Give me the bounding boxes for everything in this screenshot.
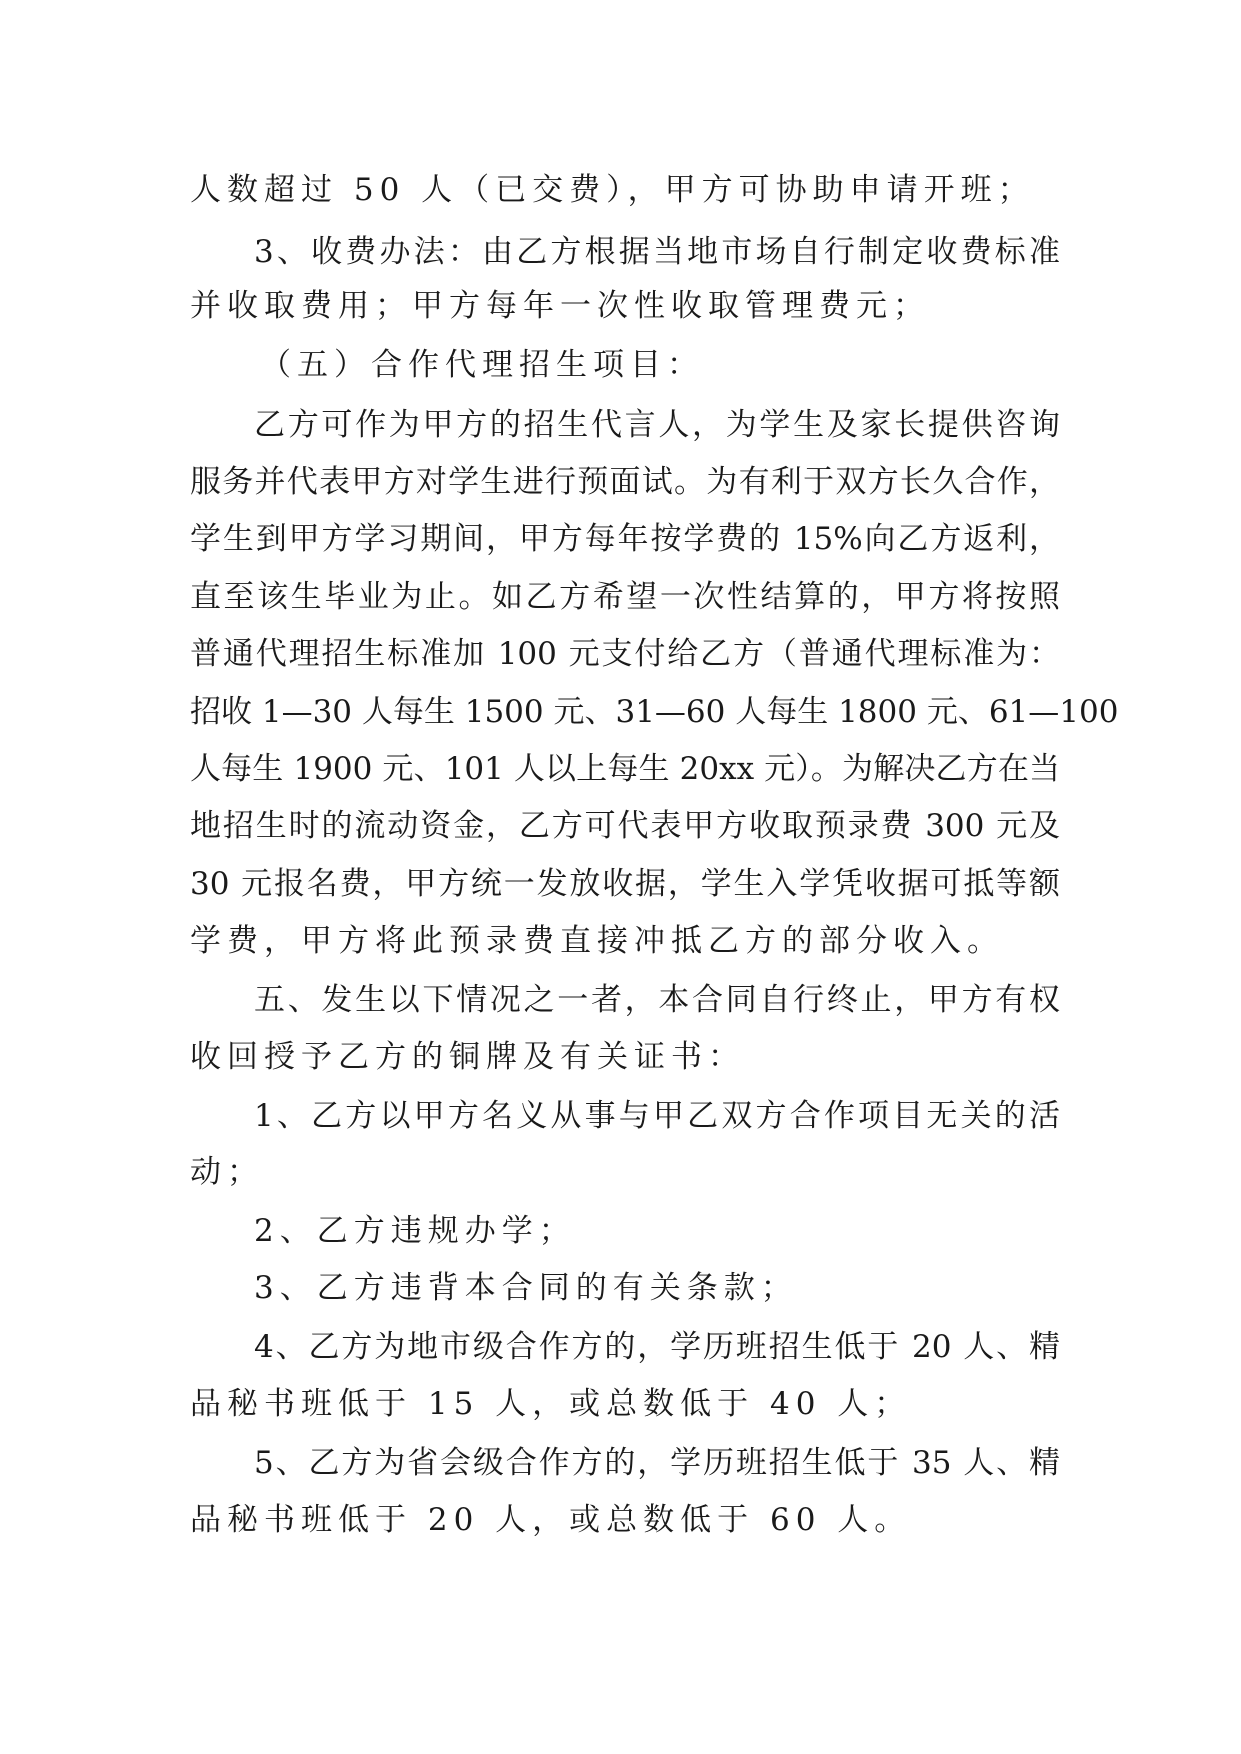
list-item-1-cont: 动； — [190, 1154, 264, 1190]
section-heading-5: （五）合作代理招生项目： — [260, 347, 704, 383]
list-item-3: 3、乙方违背本合同的有关条款； — [254, 1270, 798, 1306]
text-line-8: 直至该生毕业为止。如乙方希望一次性结算的，甲方将按照 — [190, 579, 1060, 615]
clause-5-heading: 五、发生以下情况之一者，本合同自行终止，甲方有权 — [254, 982, 1060, 1018]
text-line-7: 学生到甲方学习期间，甲方每年按学费的 15%向乙方返利， — [190, 521, 1060, 557]
text-line-1: 人数超过 50 人（已交费），甲方可协助申请开班； — [190, 172, 1035, 208]
list-item-5: 5、乙方为省会级合作方的，学历班招生低于 35 人、精 — [254, 1445, 1060, 1481]
text-line-3: 并收取费用；甲方每年一次性收取管理费元； — [190, 288, 930, 324]
list-item-2: 2、乙方违规办学； — [254, 1213, 576, 1249]
text-line-6: 服务并代表甲方对学生进行预面试。为有利于双方长久合作， — [190, 464, 1060, 500]
list-item-4-cont: 品秘书班低于 15 人，或总数低于 40 人； — [190, 1386, 912, 1422]
list-item-4: 4、乙方为地市级合作方的，学历班招生低于 20 人、精 — [254, 1329, 1060, 1365]
text-line-13: 30 元报名费，甲方统一发放收据，学生入学凭收据可抵等额 — [190, 866, 1060, 902]
text-line-14: 学费，甲方将此预录费直接冲抵乙方的部分收入。 — [190, 923, 1004, 959]
text-line-12: 地招生时的流动资金，乙方可代表甲方收取预录费 300 元及 — [190, 808, 1060, 844]
text-line-16: 收回授予乙方的铜牌及有关证书： — [190, 1039, 745, 1075]
text-line-2: 3、收费办法：由乙方根据当地市场自行制定收费标准 — [254, 234, 1060, 270]
list-item-5-cont: 品秘书班低于 20 人，或总数低于 60 人。 — [190, 1502, 912, 1538]
text-line-11: 人每生 1900 元、101 人以上每生 20xx 元）。为解决乙方在当 — [190, 751, 1060, 787]
list-item-1: 1、乙方以甲方名义从事与甲乙双方合作项目无关的活 — [254, 1098, 1060, 1134]
text-line-5: 乙方可作为甲方的招生代言人，为学生及家长提供咨询 — [254, 407, 1060, 443]
text-line-10: 招收 1—30 人每生 1500 元、31—60 人每生 1800 元、61—100 — [190, 694, 1119, 730]
text-line-9: 普通代理招生标准加 100 元支付给乙方（普通代理标准为： — [190, 636, 1060, 672]
